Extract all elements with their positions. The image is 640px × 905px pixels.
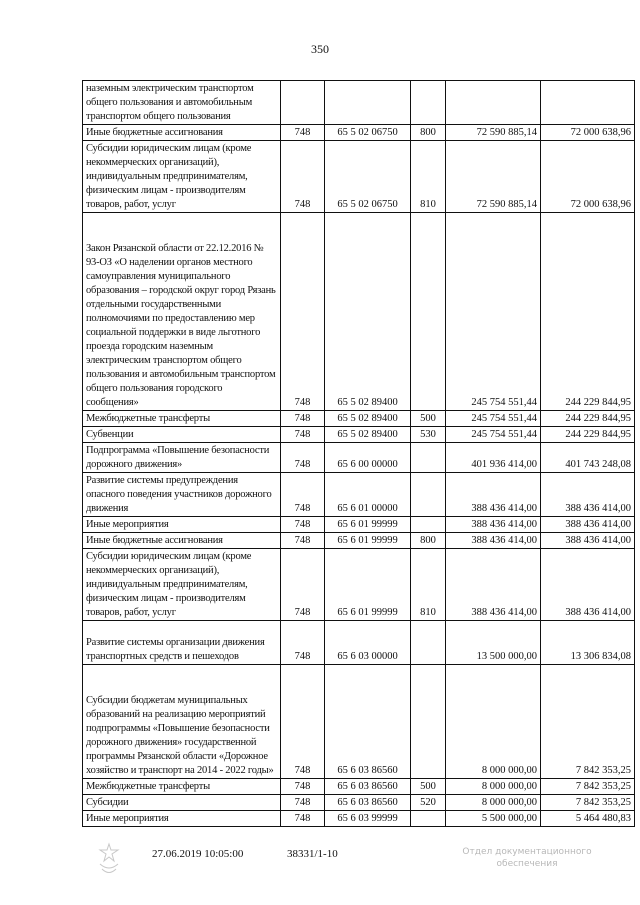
row-ved: 748 bbox=[281, 533, 325, 549]
row-csr: 65 5 02 89400 bbox=[325, 411, 411, 427]
row-sum-2: 388 436 414,00 bbox=[541, 517, 635, 533]
row-vr: 500 bbox=[411, 411, 446, 427]
row-sum-1: 245 754 551,44 bbox=[446, 213, 541, 411]
table-row bbox=[83, 811, 635, 827]
row-vr: 810 bbox=[411, 549, 446, 621]
row-sum-1: 245 754 551,44 bbox=[446, 427, 541, 443]
row-sum-2: 13 306 834,08 bbox=[541, 621, 635, 665]
row-csr: 65 6 01 99999 bbox=[325, 517, 411, 533]
row-sum-1: 13 500 000,00 bbox=[446, 621, 541, 665]
row-name: Развитие системы организации движения транспортных средств и пешеходов bbox=[83, 621, 281, 665]
row-ved: 748 bbox=[281, 473, 325, 517]
row-sum-1: 388 436 414,00 bbox=[446, 549, 541, 621]
table-row bbox=[83, 779, 635, 795]
row-ved: 748 bbox=[281, 213, 325, 411]
row-sum-2: 244 229 844,95 bbox=[541, 213, 635, 411]
row-name: Иные бюджетные ассигнования bbox=[83, 125, 281, 141]
row-name: Субвенции bbox=[83, 427, 281, 443]
row-ved: 748 bbox=[281, 411, 325, 427]
row-sum-1: 245 754 551,44 bbox=[446, 411, 541, 427]
footer-doc-id: 38331/1-10 bbox=[287, 848, 338, 860]
row-csr: 65 6 03 86560 bbox=[325, 795, 411, 811]
table-row bbox=[83, 427, 635, 443]
row-csr: 65 6 01 99999 bbox=[325, 533, 411, 549]
stamp-text bbox=[452, 846, 602, 870]
budget-table bbox=[82, 80, 635, 827]
row-sum-1: 8 000 000,00 bbox=[446, 795, 541, 811]
table-row bbox=[83, 621, 635, 665]
row-sum-2: 388 436 414,00 bbox=[541, 549, 635, 621]
row-sum-2: 5 464 480,83 bbox=[541, 811, 635, 827]
table-row bbox=[83, 141, 635, 213]
row-ved: 748 bbox=[281, 141, 325, 213]
table-row bbox=[83, 81, 635, 125]
row-name: Иные бюджетные ассигнования bbox=[83, 533, 281, 549]
row-sum-2: 244 229 844,95 bbox=[541, 427, 635, 443]
row-sum-2: 401 743 248,08 bbox=[541, 443, 635, 473]
row-csr: 65 6 01 00000 bbox=[325, 473, 411, 517]
row-sum-1: 72 590 885,14 bbox=[446, 125, 541, 141]
row-ved: 748 bbox=[281, 621, 325, 665]
row-name: Субсидии юридическим лицам (кроме некоммерческих организаций), индивидуальным предпринимателям, физическим лицам - производителям товаров, работ, услуг bbox=[83, 141, 281, 213]
row-name: Субсидии bbox=[83, 795, 281, 811]
row-ved bbox=[281, 81, 325, 125]
row-vr bbox=[411, 443, 446, 473]
row-name: Субсидии юридическим лицам (кроме некоммерческих организаций), индивидуальным предпринимателям, физическим лицам - производителям товаров, работ, услуг bbox=[83, 549, 281, 621]
row-csr: 65 5 02 06750 bbox=[325, 141, 411, 213]
stamp-line-1: Отдел документационного bbox=[462, 847, 592, 857]
table-row bbox=[83, 665, 635, 779]
row-vr: 800 bbox=[411, 125, 446, 141]
table-row bbox=[83, 411, 635, 427]
row-sum-2: 7 842 353,25 bbox=[541, 665, 635, 779]
table-row bbox=[83, 125, 635, 141]
row-ved: 748 bbox=[281, 665, 325, 779]
row-name: Подпрограмма «Повышение безопасности дорожного движения» bbox=[83, 443, 281, 473]
row-name: Иные мероприятия bbox=[83, 517, 281, 533]
row-sum-1: 388 436 414,00 bbox=[446, 533, 541, 549]
stamp-line-2: обеспечения bbox=[496, 859, 558, 869]
page-number: 350 bbox=[311, 42, 329, 56]
footer-date: 27.06.2019 10:05:00 bbox=[152, 848, 244, 860]
row-vr bbox=[411, 81, 446, 125]
row-ved: 748 bbox=[281, 779, 325, 795]
row-sum-2: 72 000 638,96 bbox=[541, 141, 635, 213]
row-sum-1: 8 000 000,00 bbox=[446, 779, 541, 795]
row-sum-1: 388 436 414,00 bbox=[446, 517, 541, 533]
row-vr bbox=[411, 517, 446, 533]
row-sum-2: 7 842 353,25 bbox=[541, 779, 635, 795]
row-sum-2 bbox=[541, 81, 635, 125]
row-ved: 748 bbox=[281, 125, 325, 141]
row-name: Развитие системы предупреждения опасного поведения участников дорожного движения bbox=[83, 473, 281, 517]
row-csr: 65 6 01 99999 bbox=[325, 549, 411, 621]
row-csr: 65 5 02 89400 bbox=[325, 213, 411, 411]
table-row bbox=[83, 517, 635, 533]
row-name: Межбюджетные трансферты bbox=[83, 779, 281, 795]
row-csr: 65 5 02 89400 bbox=[325, 427, 411, 443]
row-name: наземным электрическим транспортом общего пользования и автомобильным транспортом общего пользования bbox=[83, 81, 281, 125]
row-sum-2: 388 436 414,00 bbox=[541, 473, 635, 517]
row-sum-1: 72 590 885,14 bbox=[446, 141, 541, 213]
row-vr: 530 bbox=[411, 427, 446, 443]
row-csr: 65 5 02 06750 bbox=[325, 125, 411, 141]
table-row bbox=[83, 549, 635, 621]
row-sum-1 bbox=[446, 81, 541, 125]
row-csr: 65 6 03 99999 bbox=[325, 811, 411, 827]
row-ved: 748 bbox=[281, 427, 325, 443]
row-csr: 65 6 03 00000 bbox=[325, 621, 411, 665]
row-vr bbox=[411, 621, 446, 665]
table-row bbox=[83, 533, 635, 549]
row-sum-1: 388 436 414,00 bbox=[446, 473, 541, 517]
row-ved: 748 bbox=[281, 443, 325, 473]
row-name: Закон Рязанской области от 22.12.2016 № 93-ОЗ «О наделении органов местного самоуправления муниципального образования – городской округ город Рязань отдельными государственными полномочиями по предоставлению мер социальной поддержки в виде льготного проезда городским наземным электрическим транспортом общего пользования и автомобильным транспортом общего пользования городского сообщения» bbox=[83, 213, 281, 411]
row-vr bbox=[411, 811, 446, 827]
row-ved: 748 bbox=[281, 795, 325, 811]
row-csr: 65 6 00 00000 bbox=[325, 443, 411, 473]
row-sum-1: 8 000 000,00 bbox=[446, 665, 541, 779]
row-name: Иные мероприятия bbox=[83, 811, 281, 827]
row-vr: 800 bbox=[411, 533, 446, 549]
row-sum-1: 5 500 000,00 bbox=[446, 811, 541, 827]
row-vr: 500 bbox=[411, 779, 446, 795]
table-row bbox=[83, 795, 635, 811]
row-vr: 520 bbox=[411, 795, 446, 811]
row-vr bbox=[411, 473, 446, 517]
row-sum-1: 401 936 414,00 bbox=[446, 443, 541, 473]
row-sum-2: 7 842 353,25 bbox=[541, 795, 635, 811]
row-sum-2: 388 436 414,00 bbox=[541, 533, 635, 549]
row-ved: 748 bbox=[281, 549, 325, 621]
row-name: Субсидии бюджетам муниципальных образований на реализацию мероприятий подпрограммы «Повышение безопасности дорожного движения» государственной программы Рязанской области «Дорожное хозяйство и транспорт на 2014 - 2022 годы» bbox=[83, 665, 281, 779]
row-vr bbox=[411, 665, 446, 779]
row-csr: 65 6 03 86560 bbox=[325, 779, 411, 795]
row-csr bbox=[325, 81, 411, 125]
stamp-icon bbox=[96, 842, 122, 878]
row-csr: 65 6 03 86560 bbox=[325, 665, 411, 779]
row-vr bbox=[411, 213, 446, 411]
row-ved: 748 bbox=[281, 517, 325, 533]
table-row bbox=[83, 473, 635, 517]
table-row bbox=[83, 443, 635, 473]
row-sum-2: 244 229 844,95 bbox=[541, 411, 635, 427]
row-sum-2: 72 000 638,96 bbox=[541, 125, 635, 141]
table-row bbox=[83, 213, 635, 411]
row-name: Межбюджетные трансферты bbox=[83, 411, 281, 427]
row-vr: 810 bbox=[411, 141, 446, 213]
row-ved: 748 bbox=[281, 811, 325, 827]
